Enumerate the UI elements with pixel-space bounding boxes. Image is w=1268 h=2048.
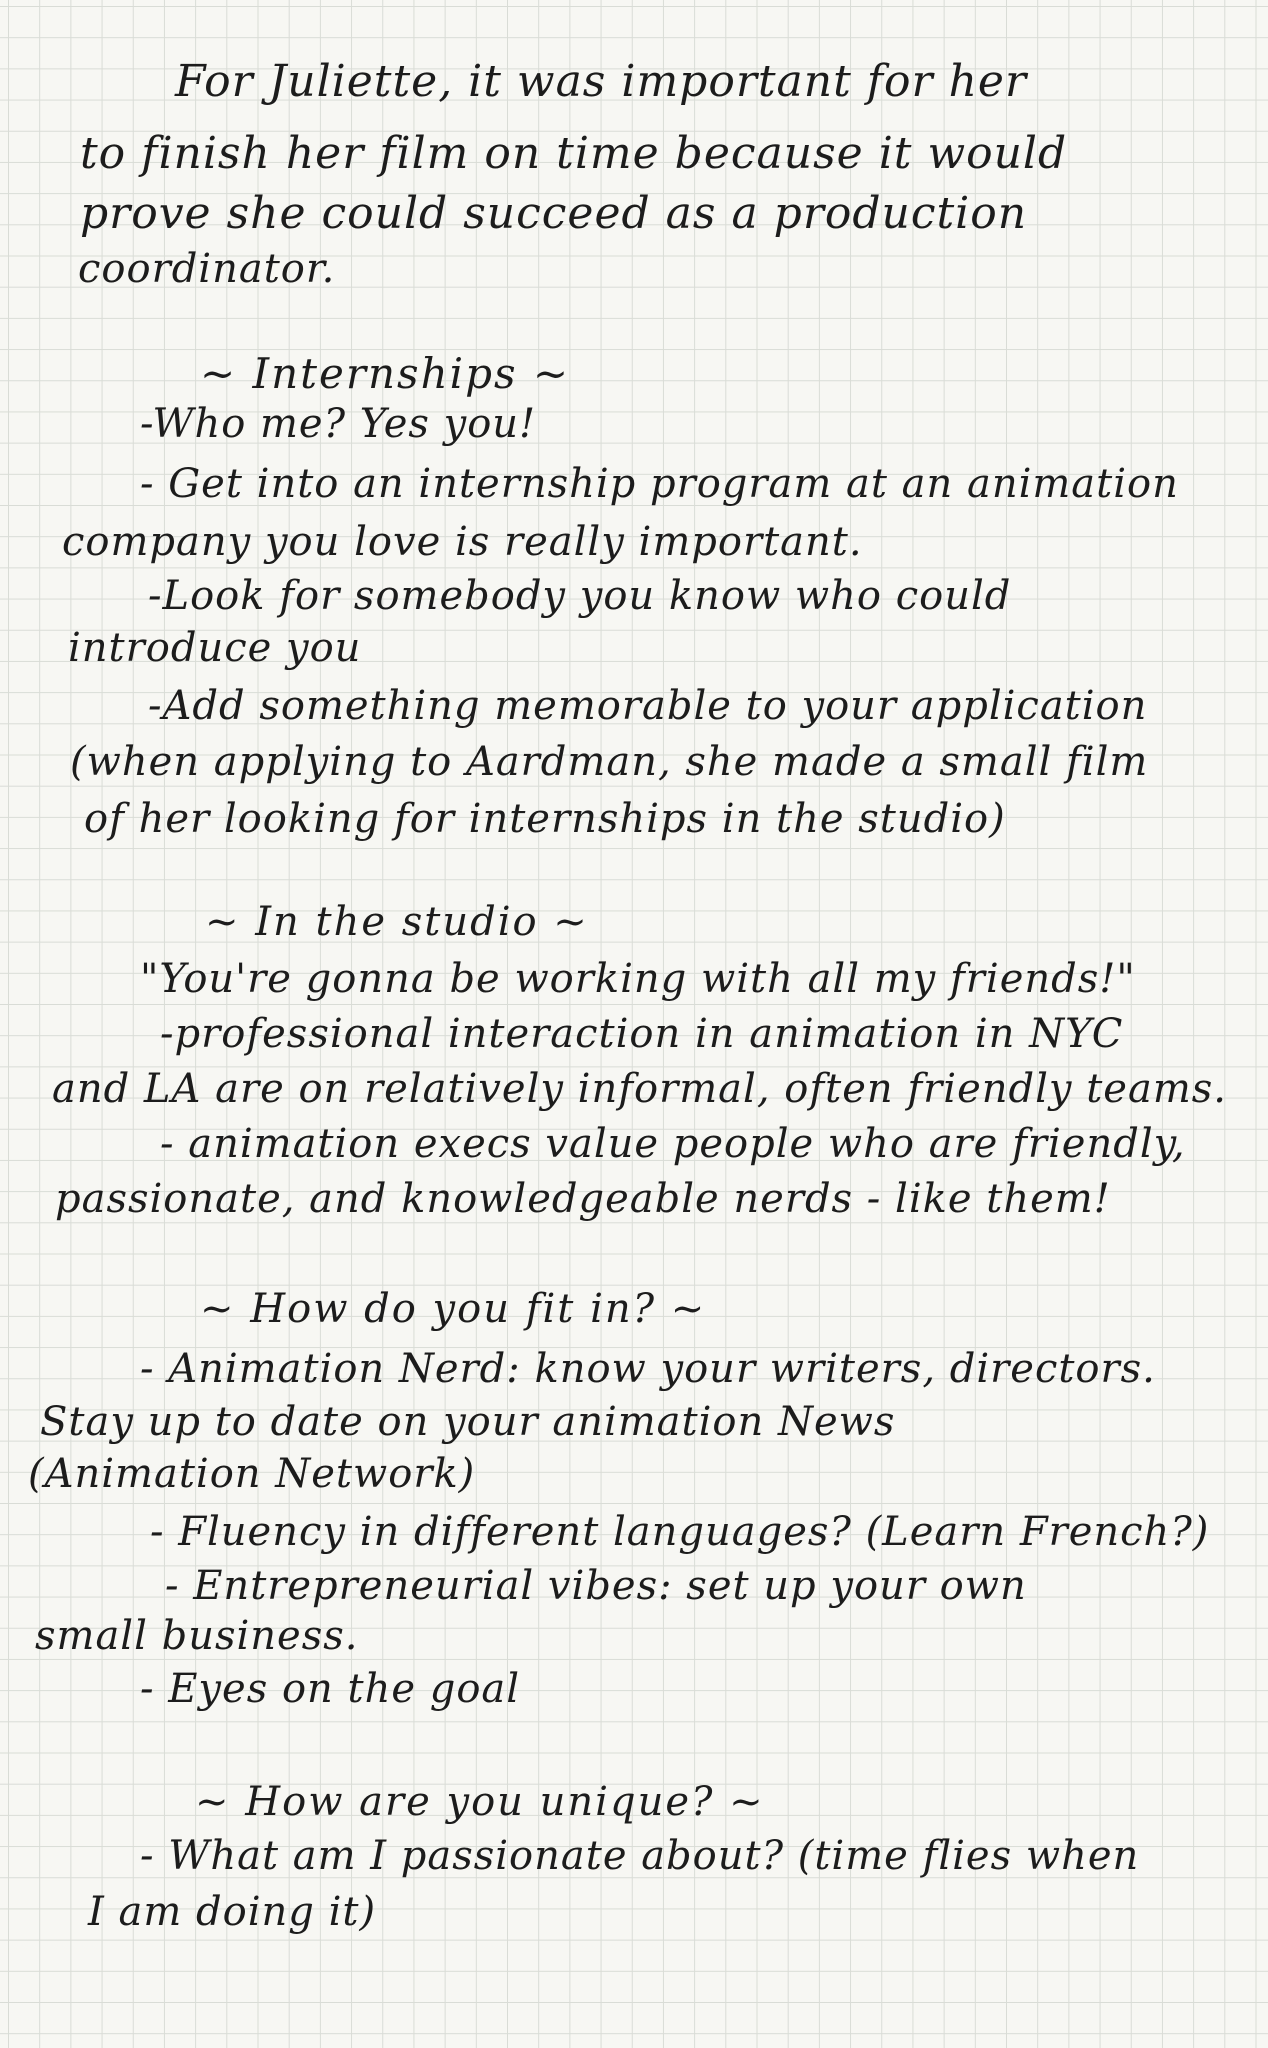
fit-line-3: (Animation Network) xyxy=(28,1451,476,1497)
intro-line-2: to finish her film on time because it would xyxy=(80,128,1068,179)
internships-line-8: of her looking for internships in the studio) xyxy=(84,796,1006,842)
internships-line-5: introduce you xyxy=(68,625,362,671)
unique-heading: ~ How are you unique? ~ xyxy=(195,1779,765,1825)
studio-line-1: "You're gonna be working with all my friends!" xyxy=(140,956,1136,1002)
unique-line-1: - What am I passionate about? (time flies when xyxy=(140,1833,1140,1879)
fit-line-5: - Entrepreneurial vibes: set up your own xyxy=(165,1563,1027,1609)
fit-line-7: - Eyes on the goal xyxy=(140,1666,521,1712)
fit-line-2: Stay up to date on your animation News xyxy=(40,1399,896,1445)
internships-line-7: (when applying to Aardman, she made a small film xyxy=(70,739,1149,785)
studio-line-4: - animation execs value people who are friendly, xyxy=(160,1121,1186,1167)
internships-line-2: - Get into an internship program at an animation xyxy=(140,461,1179,507)
internships-heading: ~ Internships ~ xyxy=(200,349,571,398)
studio-heading: ~ In the studio ~ xyxy=(205,899,589,945)
internships-line-1: -Who me? Yes you! xyxy=(140,401,537,447)
fit-line-1: - Animation Nerd: know your writers, directors. xyxy=(140,1346,1156,1392)
internships-line-6: -Add something memorable to your application xyxy=(148,683,1148,729)
fit-line-6: small business. xyxy=(35,1613,359,1659)
unique-line-2: I am doing it) xyxy=(88,1889,377,1935)
fit-line-4: - Fluency in different languages? (Learn French?) xyxy=(150,1509,1210,1555)
studio-line-3: and LA are on relatively informal, often friendly teams. xyxy=(52,1066,1227,1112)
internships-line-4: -Look for somebody you know who could xyxy=(148,573,1012,619)
internships-line-3: company you love is really important. xyxy=(62,519,863,565)
intro-line-1: For Juliette, it was important for her xyxy=(175,56,1027,107)
intro-line-4: coordinator. xyxy=(78,246,336,292)
fit-heading: ~ How do you fit in? ~ xyxy=(200,1286,707,1332)
studio-line-2: -professional interaction in animation in NYC xyxy=(160,1011,1124,1057)
intro-line-3: prove she could succeed as a production xyxy=(80,188,1028,239)
studio-line-5: passionate, and knowledgeable nerds - like them! xyxy=(55,1176,1111,1222)
